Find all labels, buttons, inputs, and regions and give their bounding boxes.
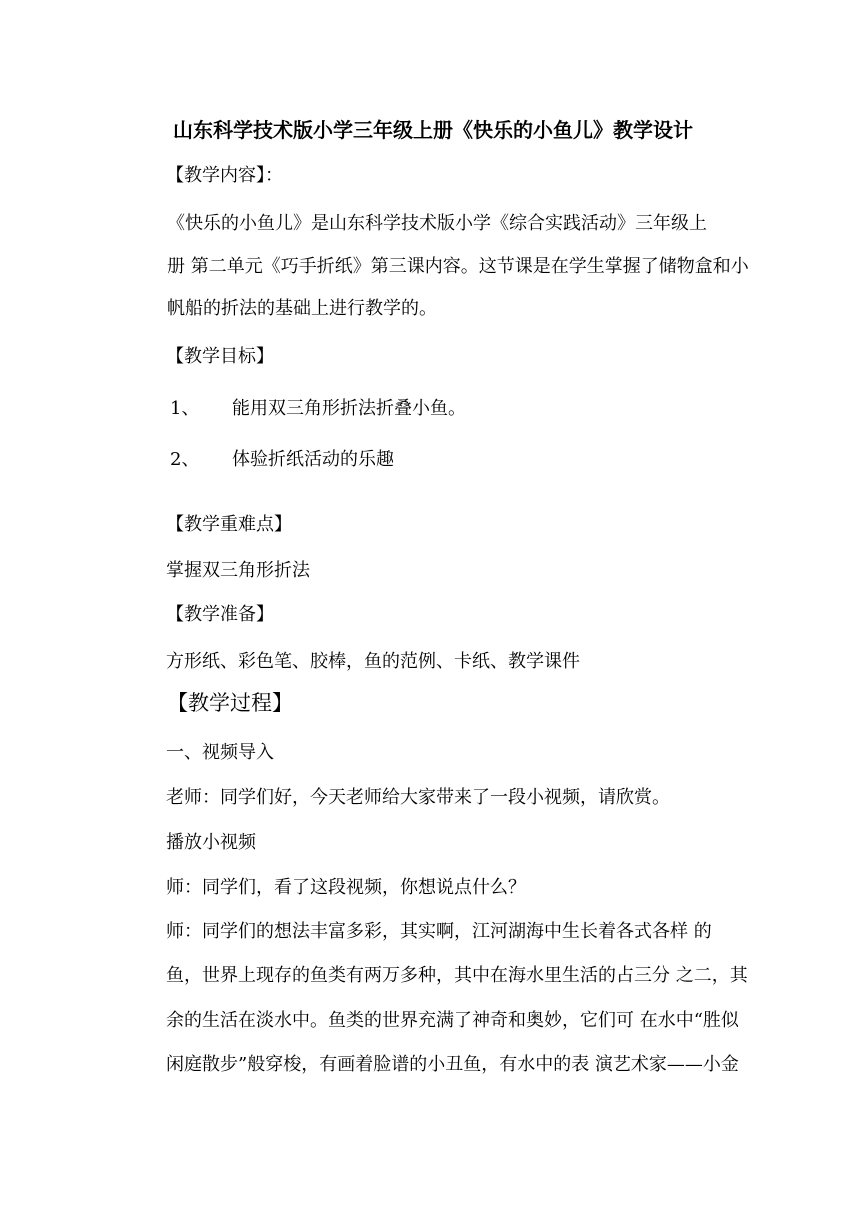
content-paragraph-line: 帆船的折法的基础上进行教学的。 <box>167 298 437 319</box>
teacher-paragraph-line: 鱼，世界上现存的鱼类有两万多种，其中在海水里生活的占三分 之二，其 <box>166 965 748 986</box>
section-heading-preparation: 【教学准备】 <box>166 604 274 625</box>
goal-text: 体验折纸活动的乐趣 <box>232 449 394 470</box>
goal-item <box>170 397 466 421</box>
preparation-text: 方形纸、彩色笔、胶棒，鱼的范例、卡纸、教学课件 <box>166 651 580 672</box>
section-heading-key-points: 【教学重难点】 <box>166 514 292 535</box>
goal-text: 能用双三角形折法折叠小鱼。 <box>232 398 466 419</box>
goal-number: 1、 <box>170 398 200 419</box>
section-heading-process: 【教学过程】 <box>167 691 293 715</box>
content-paragraph-line: 册 第二单元《巧手折纸》第三课内容。这节课是在学生掌握了储物盒和小 <box>167 256 749 277</box>
teacher-paragraph-line: 闲庭散步”般穿梭，有画着脸谱的小丑鱼，有水中的表 演艺术家——小金 <box>166 1054 739 1075</box>
goal-item <box>170 448 394 472</box>
key-points-text: 掌握双三角形折法 <box>166 560 310 581</box>
teacher-paragraph-line: 师：同学们的想法丰富多彩，其实啊，江河湖海中生长着各式各样 的 <box>166 921 712 942</box>
section-heading-content: 【教学内容】： <box>166 165 283 186</box>
goal-number: 2、 <box>170 449 200 470</box>
activity-text: 播放小视频 <box>166 832 256 853</box>
teacher-paragraph-line: 余的生活在淡水中。鱼类的世界充满了神奇和奥妙，它们可 在水中“胜似 <box>166 1010 739 1031</box>
document-title: 山东科学技术版小学三年级上册《快乐的小鱼儿》教学设计 <box>173 118 693 142</box>
teacher-dialogue: 师：同学们，看了这段视频，你想说点什么？ <box>166 877 526 898</box>
teacher-dialogue: 老师：同学们好，今天老师给大家带来了一段小视频，请欣赏。 <box>166 787 670 808</box>
process-section-title: 一、视频导入 <box>166 742 274 763</box>
section-heading-goals: 【教学目标】 <box>166 346 274 367</box>
content-paragraph-line: 《快乐的小鱼儿》是山东科学技术版小学《综合实践活动》三年级上 <box>167 213 707 234</box>
